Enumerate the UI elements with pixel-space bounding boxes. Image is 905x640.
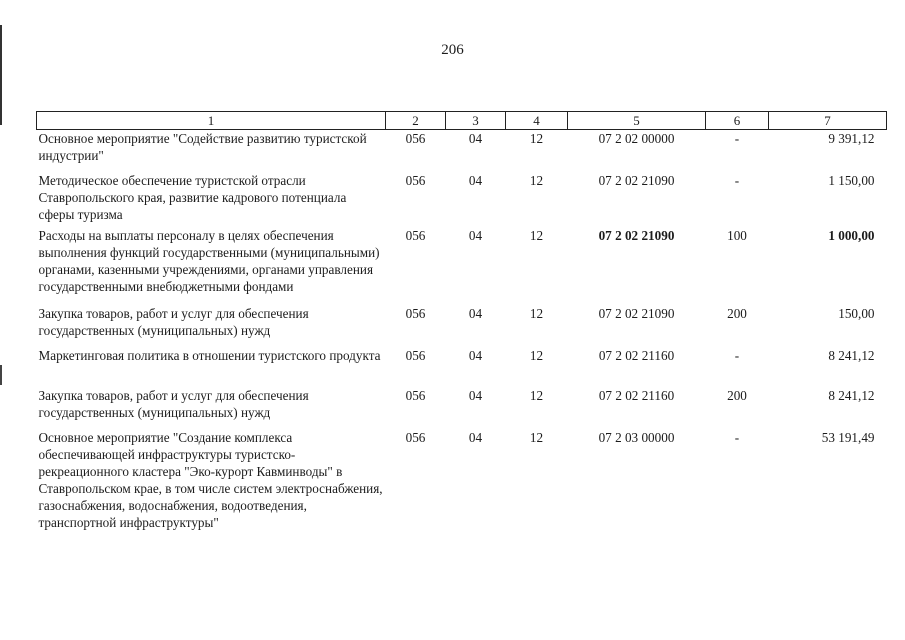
column-header: 7 (769, 112, 887, 130)
row-ministry-code: 056 (405, 305, 426, 321)
row-subsection-code: 12 (529, 387, 544, 403)
row-name: Расходы на выплаты персоналу в целях обеспечения выполнения функций государственными (муниципальными) органами, казенными учреждениями, органами управления государственными внебюджетными фондами (38, 227, 380, 294)
table-row (37, 305, 887, 347)
row-subsection-code: 12 (529, 227, 544, 243)
row-expense-type: - (734, 429, 740, 445)
scan-left-edge-line (0, 25, 2, 125)
row-section-code: 04 (468, 387, 483, 403)
table-row (37, 130, 887, 172)
row-name: Маркетинговая политика в отношении туристского продукта (38, 347, 381, 363)
row-ministry-code: 056 (405, 387, 426, 403)
row-amount: 150,00 (838, 305, 875, 321)
row-subsection-code: 12 (529, 347, 544, 363)
column-header: 5 (568, 112, 706, 130)
column-header: 4 (506, 112, 568, 130)
column-header: 6 (706, 112, 769, 130)
row-amount: 8 241,12 (828, 387, 875, 403)
row-subsection-code: 12 (529, 131, 544, 146)
scan-left-edge-mark (0, 365, 2, 385)
row-ministry-code: 056 (405, 347, 426, 363)
table-header-row (37, 112, 887, 130)
row-ministry-code: 056 (405, 172, 426, 188)
row-amount: 53 191,49 (821, 429, 875, 445)
row-amount: 8 241,12 (828, 347, 875, 363)
row-name: Закупка товаров, работ и услуг для обеспечения государственных (муниципальных) нужд (38, 387, 309, 420)
row-expense-type: - (734, 347, 740, 363)
row-target-article: 07 2 02 21090 (598, 172, 675, 188)
row-ministry-code: 056 (405, 227, 426, 243)
row-expense-type: - (734, 172, 740, 188)
row-ministry-code: 056 (405, 131, 426, 146)
row-subsection-code: 12 (529, 172, 544, 188)
row-target-article: 07 2 02 21090 (598, 305, 675, 321)
row-section-code: 04 (468, 227, 483, 243)
row-expense-type: 200 (727, 305, 747, 321)
column-header: 3 (446, 112, 506, 130)
budget-table (36, 111, 887, 533)
row-section-code: 04 (468, 172, 483, 188)
row-target-article: 07 2 02 21160 (598, 347, 675, 363)
row-amount: 1 150,00 (828, 172, 875, 188)
row-section-code: 04 (468, 305, 483, 321)
table-row (37, 172, 887, 227)
row-target-article: 07 2 02 21160 (598, 387, 675, 403)
row-subsection-code: 12 (529, 429, 544, 445)
row-section-code: 04 (468, 429, 483, 445)
table-row (37, 429, 887, 533)
row-ministry-code: 056 (405, 429, 426, 445)
row-target-article: 07 2 03 00000 (598, 429, 675, 445)
row-section-code: 04 (468, 131, 483, 146)
row-amount: 1 000,00 (828, 227, 875, 243)
table-row (37, 347, 887, 387)
row-name: Основное мероприятие "Создание комплекса обеспечивающей инфраструктуры туристско-рекреационного кластера "Эко-курорт Кавминводы" в Ставропольском крае, в том числе систем электроснабжения, газоснабжения, водоснабжения, водоотведения, транспортной инфраструктуры" (38, 429, 383, 530)
row-expense-type: 200 (727, 387, 747, 403)
row-name: Методическое обеспечение туристской отрасли Ставропольского края, развитие кадрового потенциала сферы туризма (38, 172, 347, 222)
row-amount: 9 391,12 (828, 131, 875, 146)
page-number: 206 (441, 42, 464, 58)
row-section-code: 04 (468, 347, 483, 363)
row-target-article: 07 2 02 21090 (598, 227, 675, 243)
table-row (37, 387, 887, 429)
row-expense-type: 100 (727, 227, 747, 243)
row-target-article: 07 2 02 00000 (598, 131, 675, 146)
row-name: Основное мероприятие "Содействие развитию туристской индустрии" (38, 131, 367, 163)
row-subsection-code: 12 (529, 305, 544, 321)
column-header: 1 (37, 112, 386, 130)
column-header: 2 (386, 112, 446, 130)
row-name: Закупка товаров, работ и услуг для обеспечения государственных (муниципальных) нужд (38, 305, 309, 338)
table-row (37, 227, 887, 305)
row-expense-type: - (734, 131, 740, 146)
